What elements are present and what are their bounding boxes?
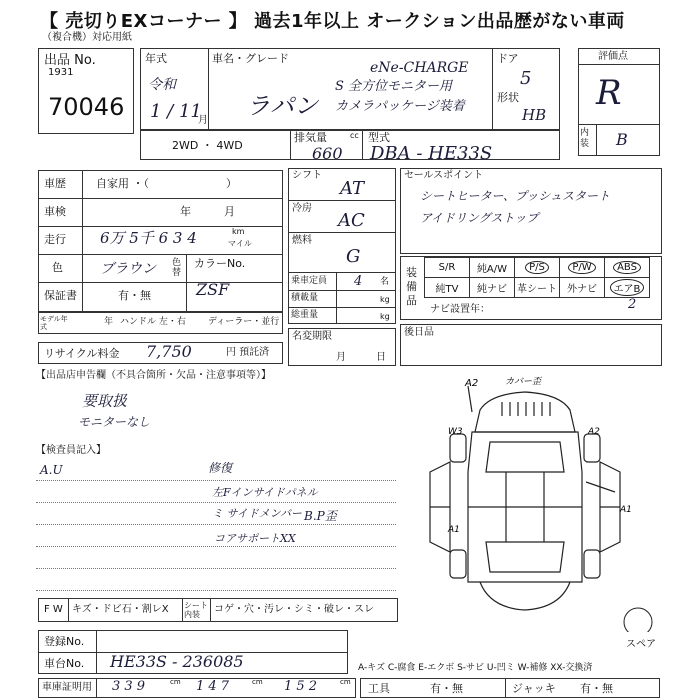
doors-value: 5 bbox=[520, 68, 532, 89]
inspector-line1: 修復 bbox=[208, 461, 233, 475]
model-year-row-label: モデル年式 bbox=[40, 315, 68, 331]
warranty-value: 有・無 bbox=[118, 289, 151, 302]
inspector-line2: 左Fインサイドパネル bbox=[212, 486, 318, 499]
mileage-unit-mile: マイル bbox=[228, 239, 252, 248]
chassis-label: 車台No. bbox=[44, 657, 85, 670]
cert-height-unit: cm bbox=[340, 678, 351, 686]
inspection-label: 車検 bbox=[44, 205, 66, 218]
equip-leather: 革シート bbox=[515, 278, 560, 298]
color-value: ブラウン bbox=[100, 261, 156, 277]
jack-value: 有・無 bbox=[580, 682, 613, 695]
damage-legend: A-キズ C-腐食 E-エクボ S-サビ U-凹ミ W-補修 XX-交換済 bbox=[358, 663, 593, 673]
reg-no-label: 登録No. bbox=[44, 635, 85, 648]
doors-label: ドア bbox=[497, 52, 519, 65]
model-type-value: DBA - HE33S bbox=[370, 143, 493, 164]
tools-row bbox=[360, 678, 660, 698]
aircon-value: AC bbox=[338, 210, 365, 231]
seller-notes-label: 【出品店申告欄（不具合箇所・欠品・注意事項等）】 bbox=[36, 370, 271, 381]
recycle-label: リサイクル料金 bbox=[44, 347, 120, 360]
mileage-unit-km: km bbox=[232, 227, 245, 236]
chassis-value: HE33S - 236085 bbox=[110, 652, 244, 671]
displacement-unit: cc bbox=[350, 131, 359, 140]
cert-width-unit: cm bbox=[252, 678, 263, 686]
tools-label: 工具 bbox=[368, 682, 390, 695]
car-name: ラパン bbox=[246, 92, 318, 120]
passengers-unit: 名 bbox=[380, 277, 390, 287]
diagram-mark-a2-right: A2 bbox=[588, 427, 600, 437]
load-label: 積載量 bbox=[291, 293, 319, 303]
recycle-unit: 円 預託済 bbox=[226, 347, 270, 358]
diagram-mark-a2-top: A2 bbox=[465, 378, 479, 389]
sales-points-label: セールスポイント bbox=[404, 170, 484, 181]
fw-label: F W bbox=[44, 604, 63, 615]
color-label: 色 bbox=[52, 261, 63, 274]
warranty-label: 保証書 bbox=[44, 289, 77, 302]
equip-alloy: 純A/W bbox=[470, 258, 515, 278]
inspector-code: A.U bbox=[40, 463, 63, 477]
car-name-label: 車名・グレード bbox=[212, 52, 289, 65]
color-change-label: 色替 bbox=[172, 258, 182, 278]
cert-length-unit: cm bbox=[170, 678, 181, 686]
model-year-value: 1 / 11 bbox=[150, 101, 202, 122]
history-label: 車歴 bbox=[44, 177, 66, 190]
equip-ext-navi: 外ナビ bbox=[560, 278, 605, 298]
body-shape-label: 形状 bbox=[497, 91, 519, 104]
spare-label: スペア bbox=[626, 639, 656, 650]
after-fit-box bbox=[400, 324, 662, 366]
lot-number: 70046 bbox=[48, 93, 125, 121]
passengers-label: 乗車定員 bbox=[291, 276, 328, 286]
diagram-mark-a1-right: A1 bbox=[620, 505, 632, 515]
diagram-mark-cover: カバー歪 bbox=[505, 377, 542, 387]
gross-unit: kg bbox=[380, 312, 390, 321]
shift-value: AT bbox=[340, 178, 365, 199]
jack-label: ジャッキ bbox=[512, 682, 556, 695]
equip-airbag: エアB bbox=[610, 279, 645, 296]
seat-text: コゲ・穴・汚レ・シミ・破レ・スレ bbox=[214, 604, 374, 615]
equip-tv: 純TV bbox=[425, 278, 470, 298]
inspector-line3-note: B.P歪 bbox=[304, 509, 337, 523]
equipment-label: 装備品 bbox=[406, 266, 417, 307]
sales-points-line1: シートヒーター、プッシュスタート bbox=[420, 189, 610, 203]
fuel-label: 燃料 bbox=[292, 235, 312, 246]
after-fit-label: 後日品 bbox=[404, 327, 434, 338]
equip-abs: ABS bbox=[613, 261, 641, 274]
name-change-value: 月 日 bbox=[336, 352, 386, 363]
recycle-value: 7,750 bbox=[146, 342, 192, 361]
color-no-label: カラーNo. bbox=[194, 257, 246, 270]
equip-ps: P/S bbox=[525, 261, 549, 274]
page-title: 【 売切りEXコーナー 】 過去1年以上 オークション出品歴がない車両 bbox=[40, 11, 625, 32]
model-year-label: 年式 bbox=[145, 52, 167, 65]
navi-label: ナビ設置年： bbox=[430, 304, 490, 315]
inspector-line4: コアサポートXX bbox=[214, 532, 296, 545]
fuel-value: G bbox=[346, 246, 361, 267]
seller-notes-line1: 要取扱 bbox=[82, 392, 128, 410]
cert-width: 1 4 7 bbox=[196, 679, 230, 694]
history-value: 自家用 ・（ ） bbox=[96, 177, 237, 190]
diagram-mark-w3: W3 bbox=[448, 427, 463, 437]
grade-line2: S 全方位モニター用 bbox=[335, 79, 453, 94]
month-unit: 月 bbox=[198, 115, 208, 126]
cert-height: 1 5 2 bbox=[284, 679, 318, 694]
model-type-label: 型式 bbox=[368, 131, 390, 144]
garage-cert-label: 車庫証明用 bbox=[42, 682, 92, 693]
dealer-label: ディーラー・並行 bbox=[208, 317, 280, 327]
interior-value: B bbox=[616, 130, 628, 149]
inspector-label: 【検査員記入】 bbox=[36, 445, 106, 456]
color-no-value: ZSF bbox=[196, 280, 230, 299]
displacement-value: 660 bbox=[312, 144, 343, 163]
form-subtitle: （複合機）対応用紙 bbox=[42, 32, 132, 43]
aircon-label: 冷房 bbox=[292, 203, 312, 214]
body-shape-value: HB bbox=[522, 106, 547, 124]
grade-line1: eNe-CHARGE bbox=[370, 60, 469, 76]
equipment-table bbox=[424, 257, 650, 298]
lot-seq: 1931 bbox=[48, 67, 74, 78]
evaluation-value: R bbox=[596, 73, 622, 113]
airbag-count: 2 bbox=[628, 297, 637, 312]
shift-label: シフト bbox=[292, 170, 322, 181]
tools-value: 有・無 bbox=[430, 682, 463, 695]
equip-pw: P/W bbox=[568, 261, 595, 274]
gross-label: 総重量 bbox=[291, 310, 319, 320]
interior-label: 内装 bbox=[580, 128, 590, 149]
handle-label: ハンドル 左・右 bbox=[120, 317, 186, 327]
equip-sunroof: S/R bbox=[425, 258, 470, 278]
grade-line3: カメラパッケージ装着 bbox=[335, 99, 465, 114]
header-bar bbox=[0, 0, 700, 32]
diagram-mark-a1-left: A1 bbox=[448, 525, 460, 535]
load-unit: kg bbox=[380, 295, 390, 304]
cert-length: 3 3 9 bbox=[112, 679, 146, 694]
displacement-label: 排気量 bbox=[294, 131, 327, 144]
car-diagram bbox=[410, 372, 670, 632]
inspector-line3: ミ サイドメンバー bbox=[212, 507, 302, 520]
inspection-value: 年 月 bbox=[180, 205, 235, 218]
lot-label: 出品 No. bbox=[44, 53, 96, 68]
sales-points-line2: アイドリングストップ bbox=[420, 211, 539, 225]
mileage-label: 走行 bbox=[44, 233, 66, 246]
seat-label: シート内装 bbox=[184, 601, 208, 619]
fw-text: キズ・ドビ石・割レX bbox=[72, 604, 169, 615]
equip-navi: 純ナビ bbox=[470, 278, 515, 298]
passengers-value: 4 bbox=[354, 274, 363, 289]
drive-label: 2WD ・ 4WD bbox=[172, 139, 243, 152]
seller-notes-line2: モニターなし bbox=[78, 415, 151, 429]
evaluation-label: 評価点 bbox=[598, 51, 628, 62]
mileage-value: 6万 5千 6 3 4 bbox=[100, 229, 197, 247]
model-year-era: 令和 bbox=[148, 77, 176, 93]
model-year-row-unit: 年 bbox=[104, 317, 114, 327]
name-change-label: 名変期限 bbox=[292, 331, 332, 342]
